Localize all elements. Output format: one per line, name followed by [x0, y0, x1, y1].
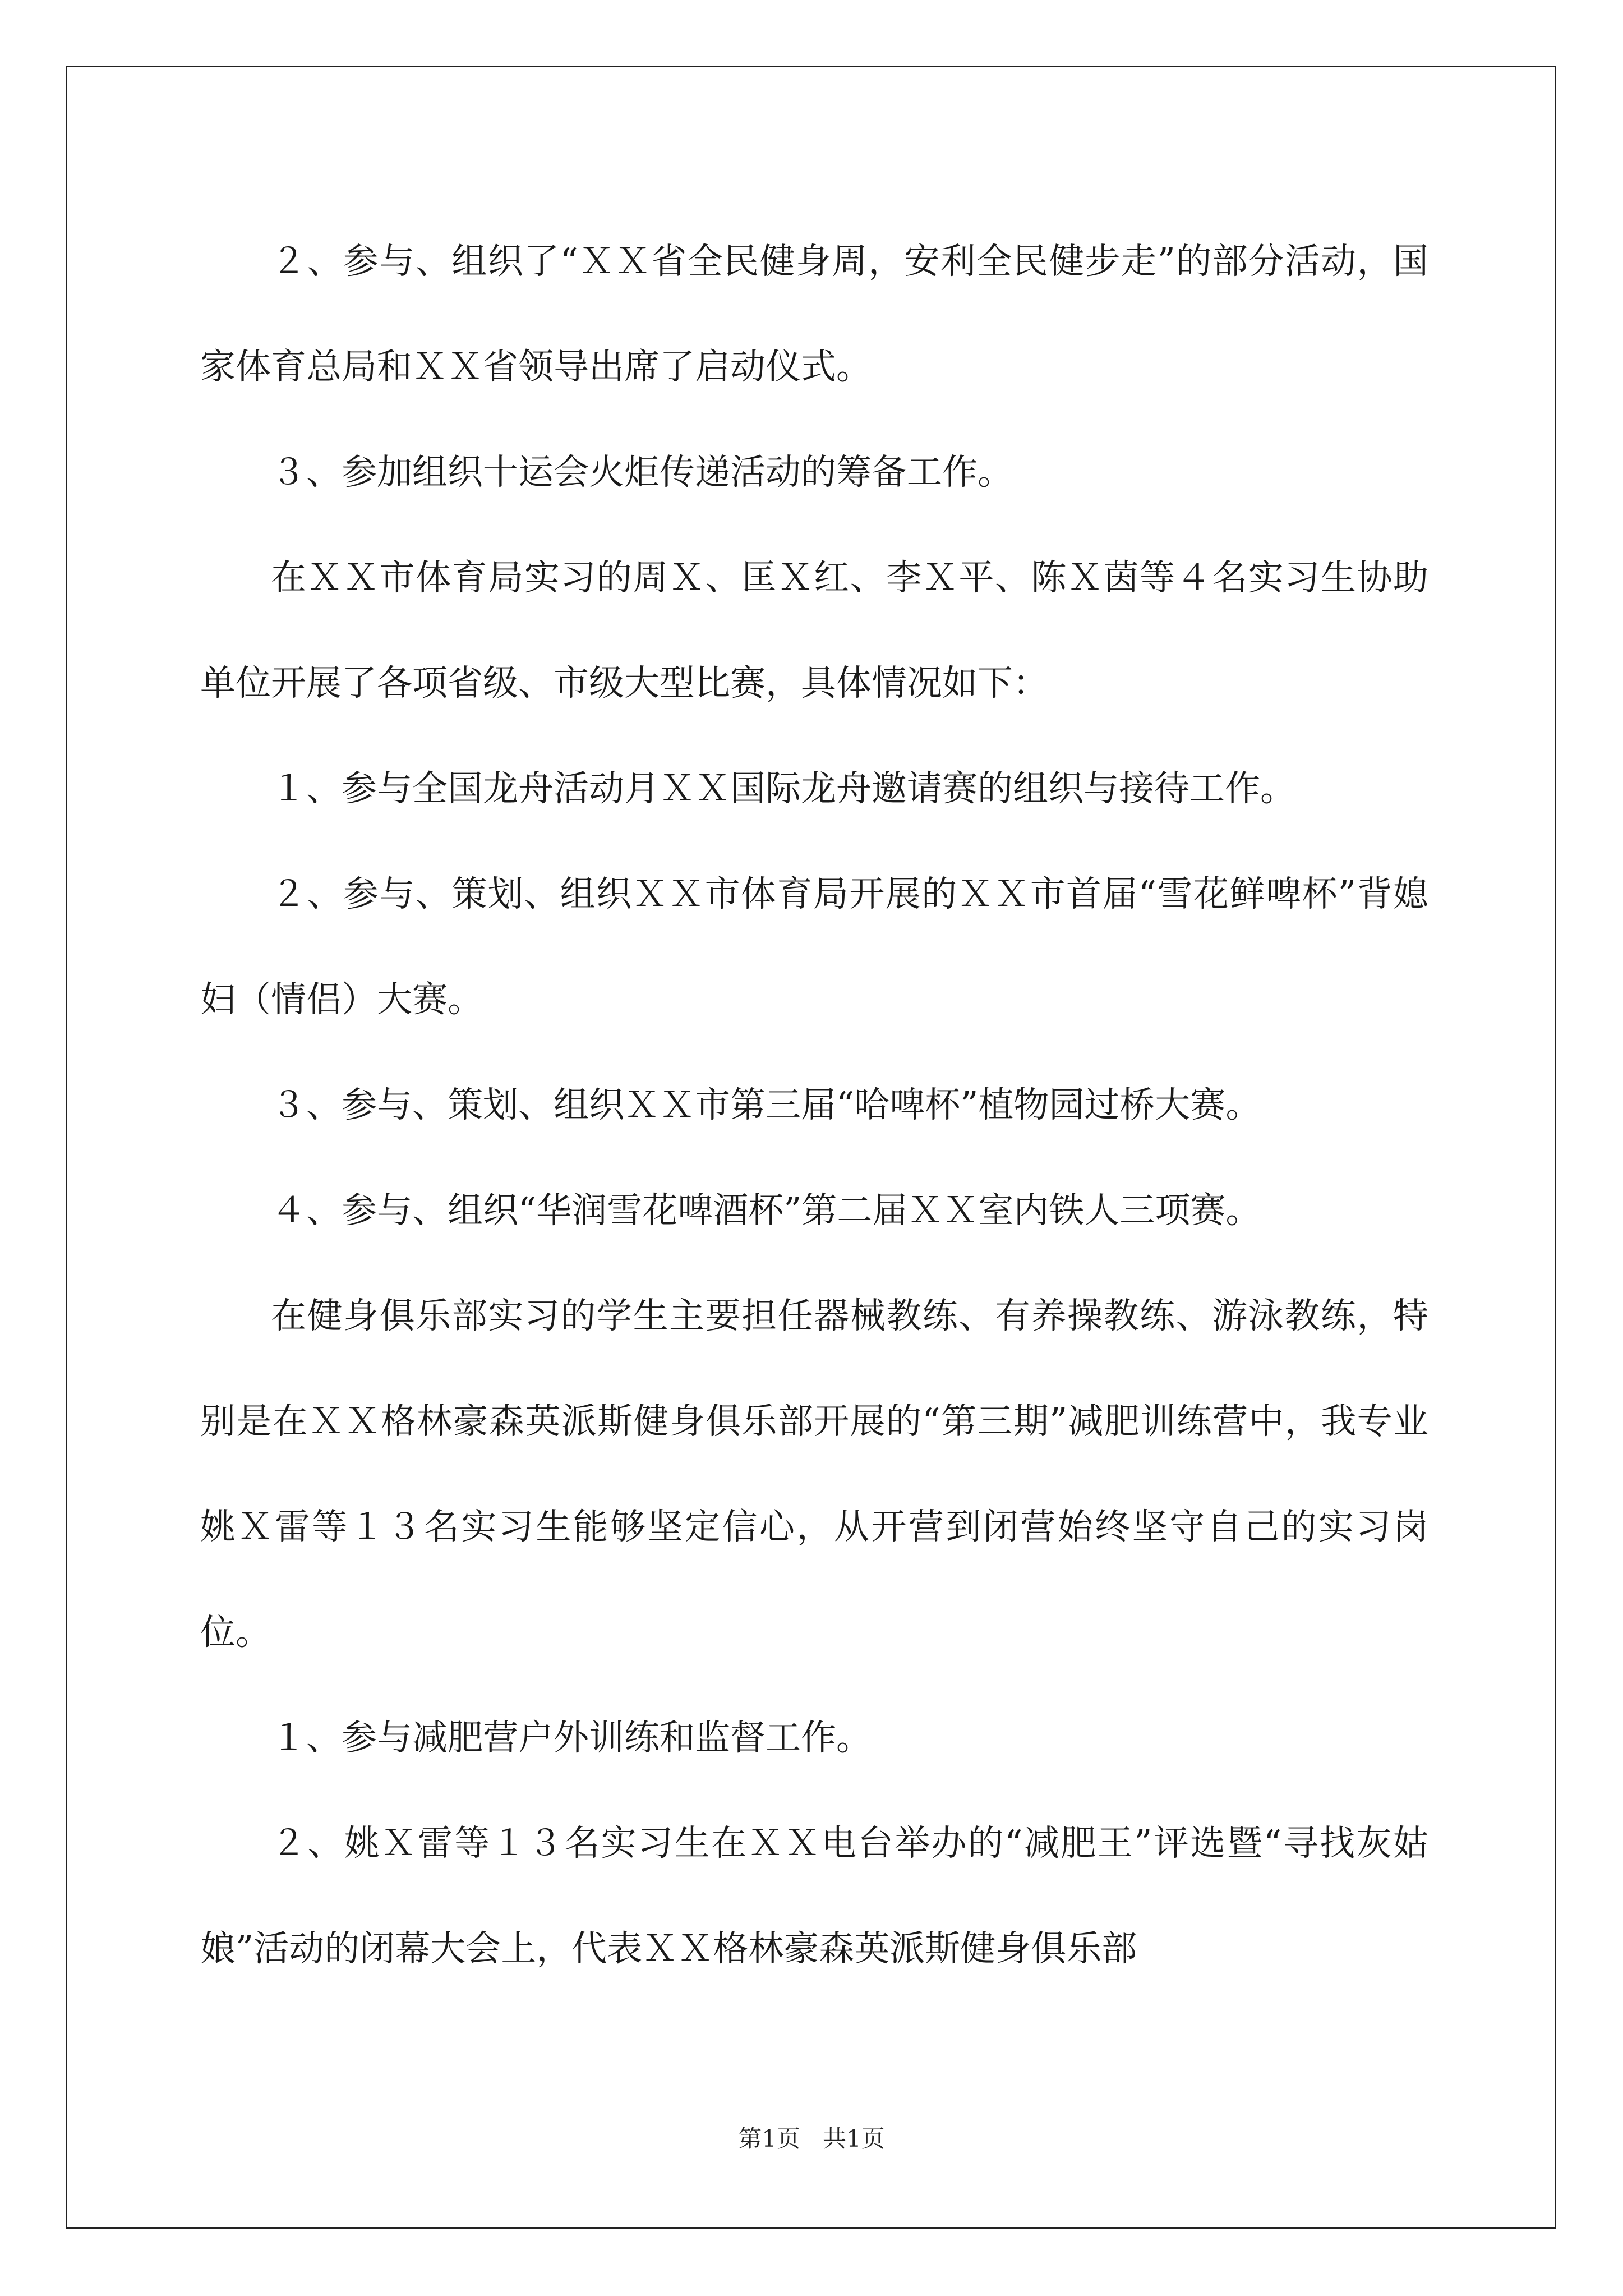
paragraph-4: １、参与全国龙舟活动月ＸＸ国际龙舟邀请赛的组织与接待工作。	[271, 768, 1295, 809]
paragraph-2: ３、参加组织十运会火炬传递活动的筹备工作。	[271, 452, 1013, 493]
paragraph-8: 在健身俱乐部实习的学生主要担任器械教练、有养操教练、游泳教练，特别是在ＸＸ格林豪森英派斯健身俱乐部开展的“第三期”减肥训练营中，我专业姚Ｘ雷等１３名实习生能够坚定信心，从开营到闭营始终坚守自己的实习岗位。	[200, 1295, 1428, 1653]
page-footer	[0, 2120, 1623, 2154]
document-body	[200, 209, 1428, 2001]
paragraph-1: ２、参与、组织了“ＸＸ省全民健身周，安利全民健步走”的部分活动，国家体育总局和ＸＸ省领导出席了启动仪式。	[200, 241, 1428, 387]
paragraph-6: ３、参与、策划、组织ＸＸ市第三届“哈啤杯”植物园过桥大赛。	[271, 1084, 1261, 1125]
paragraph-10: ２、姚Ｘ雷等１３名实习生在ＸＸ电台举办的“减肥王”评选暨“寻找灰姑娘”活动的闭幕大会上，代表ＸＸ格林豪森英派斯健身俱乐部	[200, 1823, 1428, 1969]
paragraph-9: １、参与减肥营户外训练和监督工作。	[271, 1717, 872, 1758]
paragraph-7: ４、参与、组织“华润雪花啤酒杯”第二届ＸＸ室内铁人三项赛。	[271, 1190, 1261, 1231]
page-number-current: 第1页	[738, 2125, 800, 2152]
paragraph-5: ２、参与、策划、组织ＸＸ市体育局开展的ＸＸ市首届“雪花鲜啤杯”背媳妇（情侣）大赛。	[200, 873, 1428, 1020]
page-number-total: 共1页	[823, 2125, 885, 2152]
paragraph-3: 在ＸＸ市体育局实习的周Ｘ、匡Ｘ红、李Ｘ平、陈Ｘ茵等４名实习生协助单位开展了各项省级、市级大型比赛，具体情况如下：	[200, 557, 1428, 703]
